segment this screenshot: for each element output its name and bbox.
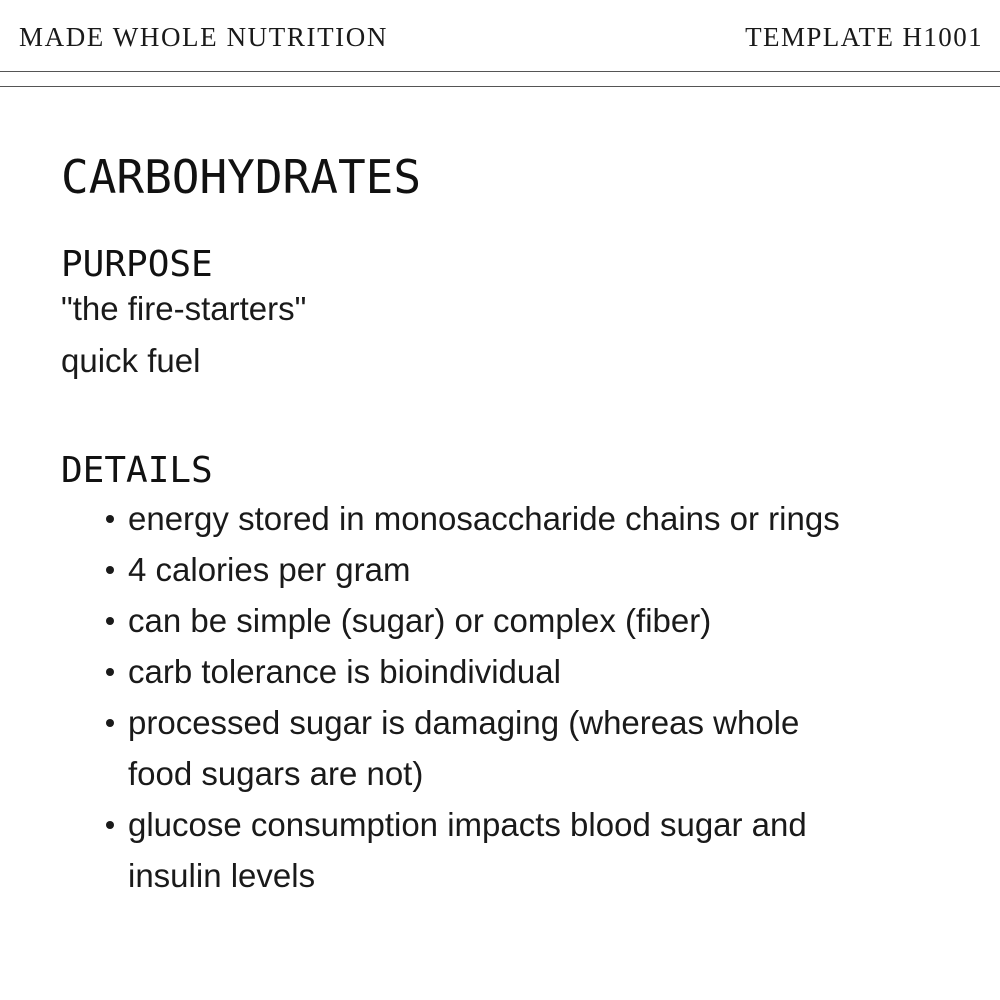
list-item: carb tolerance is bioindividual [128, 646, 948, 697]
details-list [128, 493, 948, 901]
header-divider-top [0, 71, 1000, 72]
purpose-heading: PURPOSE [61, 244, 213, 285]
header-divider-bottom [0, 86, 1000, 87]
brand-name: MADE WHOLE NUTRITION [19, 22, 388, 52]
list-item: energy stored in monosaccharide chains or rings [128, 493, 948, 544]
list-item: processed sugar is damaging (whereas whole food sugars are not) [128, 697, 848, 799]
page-header [0, 0, 1000, 72]
purpose-tagline: "the fire-starters" [61, 290, 307, 327]
details-heading: DETAILS [61, 450, 213, 491]
template-id: TEMPLATE H1001 [745, 22, 983, 52]
purpose-description: quick fuel [61, 342, 201, 379]
list-item: 4 calories per gram [128, 544, 948, 595]
list-item: can be simple (sugar) or complex (fiber) [128, 595, 948, 646]
page-title: CARBOHYDRATES [61, 150, 422, 204]
list-item: glucose consumption impacts blood sugar and insulin levels [128, 799, 868, 901]
